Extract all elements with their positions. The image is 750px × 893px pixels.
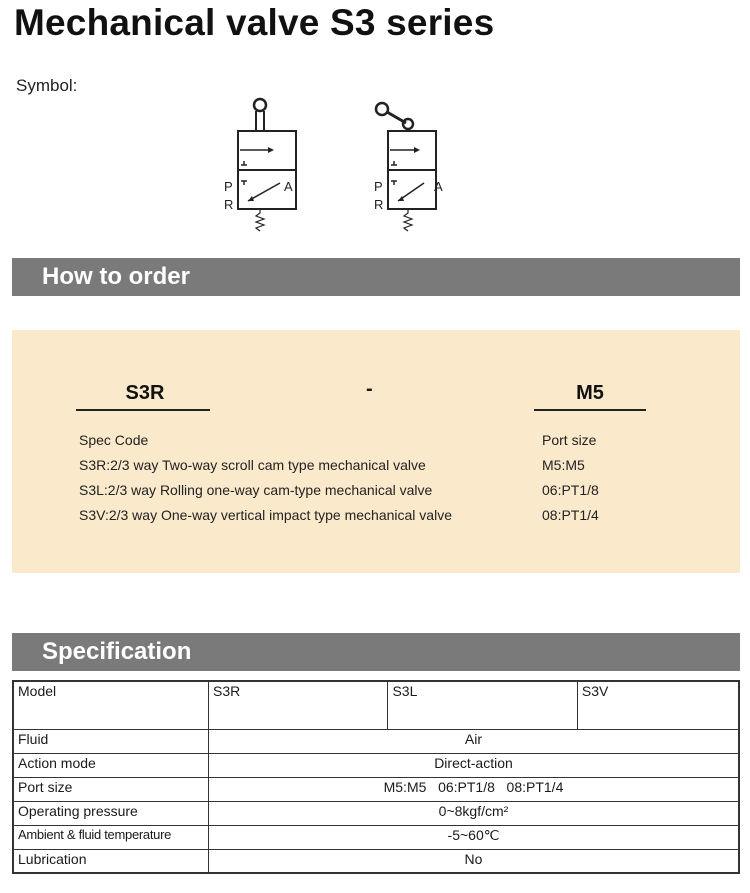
spec-code-item: S3V:2/3 way One-way vertical impact type mechanical valve — [79, 507, 452, 523]
valve-symbol-roller-lever — [368, 95, 458, 240]
table-row — [13, 729, 739, 753]
port-size-item: 08:PT1/4 — [542, 507, 599, 523]
port-r-label: R — [224, 197, 234, 212]
port-size-item: 06:PT1/8 — [542, 482, 599, 498]
port-p-label: P — [374, 179, 383, 194]
row-value: -5~60℃ — [208, 825, 739, 849]
order-code-spec: S3R — [125, 382, 165, 404]
spec-code-item: S3L:2/3 way Rolling one-way cam-type mechanical valve — [79, 482, 433, 498]
row-label: Operating pressure — [13, 801, 208, 825]
port-size-title: Port size — [542, 432, 597, 448]
valve-symbol-plunger — [218, 95, 308, 240]
table-row — [13, 753, 739, 777]
model-label: Model — [13, 681, 208, 729]
row-label: Ambient & fluid temperature — [13, 825, 208, 849]
symbol-label: Symbol: — [16, 76, 78, 95]
model-cell: S3L — [388, 681, 577, 729]
row-value: M5:M5 06:PT1/8 08:PT1/4 — [208, 777, 739, 801]
table-row — [13, 777, 739, 801]
order-code-port-underline — [534, 409, 646, 411]
table-row — [13, 825, 739, 849]
specification-table — [12, 680, 740, 874]
table-row — [13, 849, 739, 873]
row-value: Air — [208, 729, 739, 753]
order-code-dash: - — [366, 378, 373, 400]
specification-header: Specification — [12, 633, 740, 671]
row-label: Action mode — [13, 753, 208, 777]
port-p-label: P — [224, 179, 233, 194]
order-code-spec-underline — [76, 409, 210, 411]
row-value: Direct-action — [208, 753, 739, 777]
port-size-item: M5:M5 — [542, 457, 585, 473]
row-value: 0~8kgf/cm² — [208, 801, 739, 825]
port-a-label: A — [434, 179, 443, 194]
table-row — [13, 801, 739, 825]
spec-code-title: Spec Code — [79, 432, 149, 448]
row-label: Lubrication — [13, 849, 208, 873]
order-code-port: M5 — [576, 382, 604, 404]
page-title: Mechanical valve S3 series — [14, 2, 495, 43]
row-label: Fluid — [13, 729, 208, 753]
model-cell: S3R — [208, 681, 387, 729]
how-to-order-header: How to order — [12, 258, 740, 296]
how-to-order-panel — [12, 330, 740, 573]
spec-code-item: S3R:2/3 way Two-way scroll cam type mechanical valve — [79, 457, 426, 473]
port-a-label: A — [284, 179, 293, 194]
port-r-label: R — [374, 197, 384, 212]
table-row-model — [13, 681, 739, 729]
model-cell: S3V — [577, 681, 739, 729]
row-value: No — [208, 849, 739, 873]
row-label: Port size — [13, 777, 208, 801]
